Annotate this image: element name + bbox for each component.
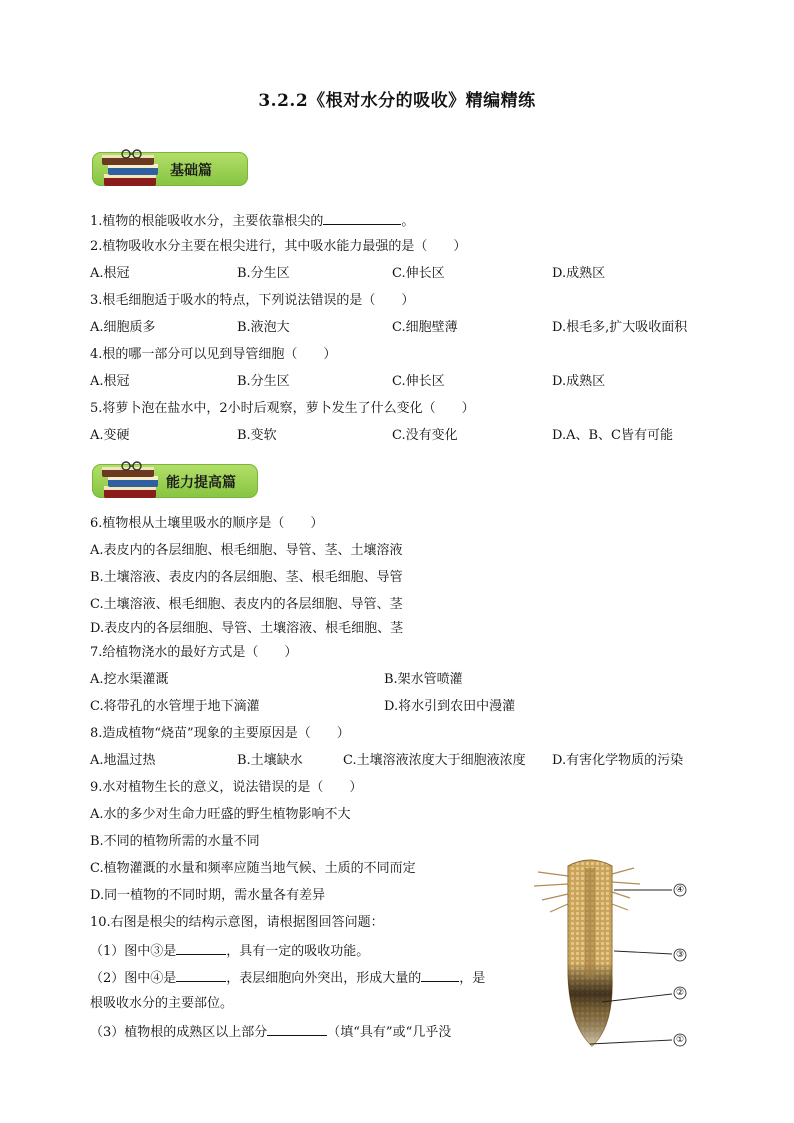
option-a: A.地温过热 [90, 753, 156, 768]
option-d: D.A、B、C皆有可能 [552, 428, 673, 443]
option-b: B.液泡大 [237, 320, 290, 335]
option-d: D.表皮内的各层细胞、导管、土壤溶液、根毛细胞、茎 [90, 621, 404, 636]
option-a: A.水的多少对生命力旺盛的野生植物影响不大 [90, 807, 351, 822]
diagram-label-1: ① [675, 1035, 685, 1045]
question-1 [90, 212, 414, 230]
option-d: D.成熟区 [552, 266, 606, 281]
question-10: 10.右图是根尖的结构示意图，请根据图回答问题： [90, 915, 384, 930]
option-a: A.挖水渠灌溉 [90, 672, 169, 687]
question-10-part-3 [90, 1023, 451, 1041]
question-6: 6.植物根从土壤里吸水的顺序是（ ） [90, 516, 324, 531]
option-b: B.架水管喷灌 [384, 672, 463, 687]
question-4: 4.根的哪一部分可以见到导管细胞（ ） [90, 347, 337, 362]
option-a: A.表皮内的各层细胞、根毛细胞、导管、茎、土壤溶液 [90, 543, 403, 558]
question-text-end: 。 [401, 214, 415, 229]
answer-blank [176, 942, 226, 955]
option-b: B.分生区 [237, 266, 290, 281]
section-title: 基础篇 [170, 163, 212, 179]
option-b: B.变软 [237, 428, 277, 443]
question-3: 3.根毛细胞适于吸水的特点，下列说法错误的是（ ） [90, 293, 415, 308]
option-c: C.伸长区 [392, 266, 445, 281]
page-title: 3.2.2《根对水分的吸收》精编精练 [258, 91, 536, 111]
option-b: B.土壤溶液、表皮内的各层细胞、茎、根毛细胞、导管 [90, 570, 403, 585]
option-c: C.没有变化 [392, 428, 458, 443]
answer-blank [421, 969, 459, 982]
option-d: D.根毛多,扩大吸收面积 [552, 320, 688, 335]
option-c: C.伸长区 [392, 374, 445, 389]
question-10-part-2 [90, 969, 485, 987]
section-title: 能力提高篇 [166, 475, 236, 491]
part-text: （3）植物根的成熟区以上部分 [90, 1025, 268, 1040]
section-banner-basic [92, 148, 248, 188]
diagram-label-4: ④ [675, 885, 685, 895]
part-text: （1）图中③是 [90, 944, 177, 959]
question-8: 8.造成植物“烧苗”现象的主要原因是（ ） [90, 726, 350, 741]
option-c: C.细胞壁薄 [392, 320, 458, 335]
option-b: B.不同的植物所需的水量不同 [90, 834, 260, 849]
part-text: ，表层细胞向外突出，形成大量的 [226, 971, 422, 986]
books-icon [100, 148, 166, 192]
option-c: C.土壤溶液、根毛细胞、表皮内的各层细胞、导管、茎 [90, 597, 403, 612]
answer-blank [176, 969, 226, 982]
option-c: C.将带孔的水管埋于地下滴灌 [90, 699, 260, 714]
question-9: 9.水对植物生长的意义，说法错误的是（ ） [90, 780, 363, 795]
diagram-label-3: ③ [675, 950, 685, 960]
option-a: A.细胞质多 [90, 320, 156, 335]
question-5: 5.将萝卜泡在盐水中，2小时后观察，萝卜发生了什么变化（ ） [90, 401, 475, 416]
part-text: （2）图中④是 [90, 971, 177, 986]
option-d: D.有害化学物质的污染 [552, 753, 684, 768]
option-a: A.变硬 [90, 428, 130, 443]
question-10-part-2-cont: 根吸收水分的主要部位。 [90, 996, 234, 1011]
option-c: C.土壤溶液浓度大于细胞液浓度 [343, 753, 526, 768]
option-d: D.成熟区 [552, 374, 606, 389]
answer-blank [323, 212, 401, 225]
books-icon [100, 460, 166, 504]
option-a: A.根冠 [90, 374, 130, 389]
part-text: ，具有一定的吸收功能。 [226, 944, 370, 959]
question-text: 1.植物的根能吸收水分，主要依靠根尖的 [90, 214, 324, 229]
option-b: B.土壤缺水 [237, 753, 303, 768]
root-tip-diagram [530, 856, 700, 1051]
question-2: 2.植物吸收水分主要在根尖进行，其中吸水能力最强的是（ ） [90, 239, 467, 254]
question-7: 7.给植物浇水的最好方式是（ ） [90, 645, 298, 660]
option-d: D.将水引到农田中漫灌 [384, 699, 516, 714]
section-banner-advanced [92, 460, 258, 500]
diagram-label-2: ② [675, 988, 685, 998]
option-a: A.根冠 [90, 266, 130, 281]
part-text: ，是 [459, 971, 486, 986]
part-text: （填“具有”或“几乎没 [327, 1025, 452, 1040]
option-c: C.植物灌溉的水量和频率应随当地气候、土质的不同而定 [90, 861, 416, 876]
question-10-part-1 [90, 942, 369, 960]
option-d: D.同一植物的不同时期，需水量各有差异 [90, 888, 326, 903]
answer-blank [267, 1023, 327, 1036]
option-b: B.分生区 [237, 374, 290, 389]
